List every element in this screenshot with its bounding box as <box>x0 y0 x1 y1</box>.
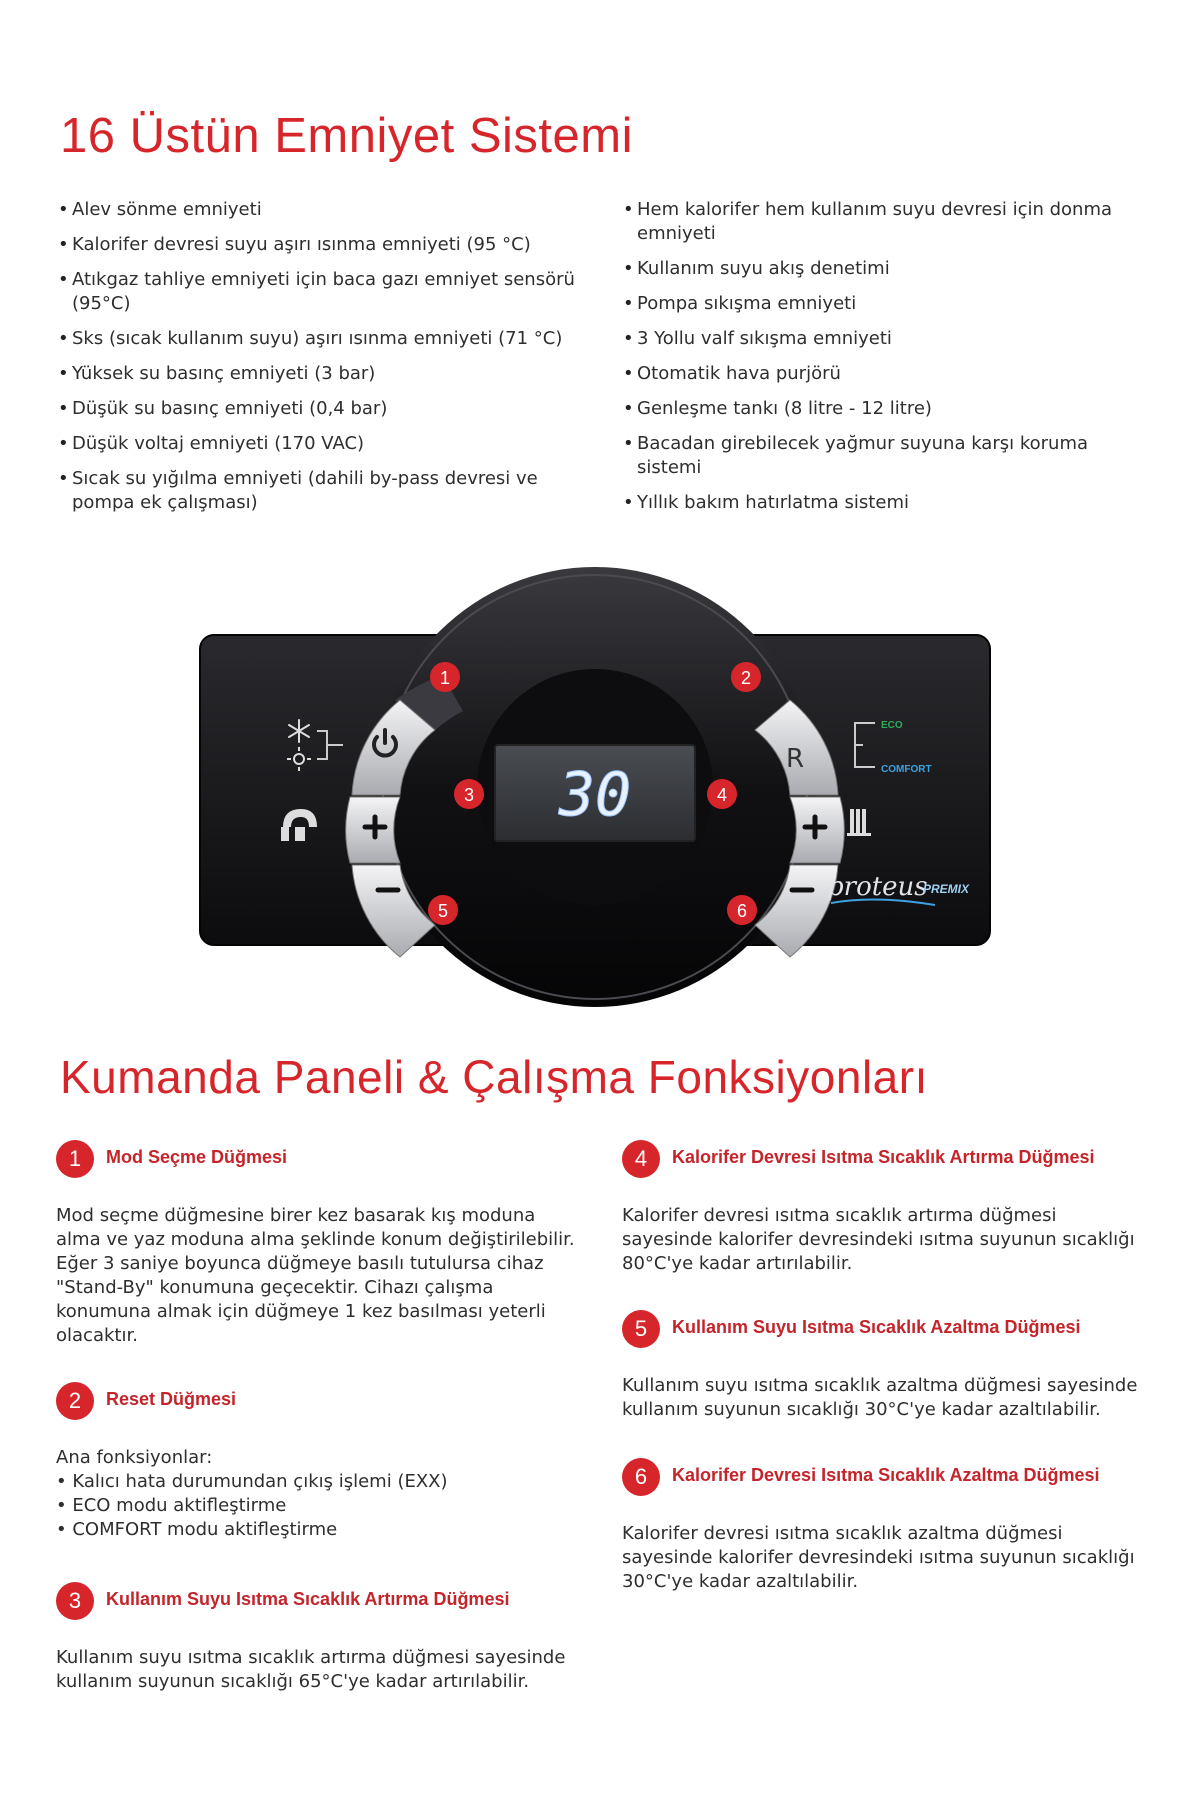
function-description: Mod seçme düğmesine birer kez basarak kış moduna alma ve yaz moduna alma şeklinde konum değiştirilebilir. Eğer 3 saniye boyunca düğmeye basılı tutulursa cihaz "Stand-By" konumuna geçecektir. Cihazı çalışma konumuna almak için düğmeye 1 kez basılması yeterli olacaktır. <box>56 1205 575 1346</box>
function-title: Kullanım Suyu Isıtma Sıcaklık Azaltma Düğmesi <box>672 1317 1081 1337</box>
number-badge: 1 <box>56 1140 94 1178</box>
safety-list-right <box>623 198 1143 526</box>
function-block-6 <box>622 1458 1142 1594</box>
list-item: • COMFORT modu aktifleştirme <box>56 1518 576 1542</box>
eco-label: ECO <box>881 720 903 731</box>
brand-logo: proteus <box>827 872 928 902</box>
list-item: • Atıkgaz tahliye emniyeti için baca gazı emniyet sensörü (95°C) <box>58 268 578 316</box>
list-item: • Kalorifer devresi suyu aşırı ısınma emniyeti (95 °C) <box>58 233 578 257</box>
list-item: • Bacadan girebilecek yağmur suyuna karşı koruma sistemi <box>623 432 1143 480</box>
function-intro: Ana fonksiyonlar: <box>56 1447 213 1468</box>
function-title: Reset Düğmesi <box>106 1389 237 1409</box>
display-value: 30 <box>558 760 632 830</box>
badge-1 <box>430 662 460 692</box>
reset-letter: R <box>785 744 805 774</box>
list-item: • Sks (sıcak kullanım suyu) aşırı ısınma emniyeti (71 °C) <box>58 327 578 351</box>
badge-4 <box>707 779 737 809</box>
svg-text:1: 1 <box>439 668 451 688</box>
list-item: • Yıllık bakım hatırlatma sistemi <box>623 491 1143 515</box>
function-title: Mod Seçme Düğmesi <box>106 1147 288 1167</box>
function-description: Kalorifer devresi ısıtma sıcaklık artırma düğmesi sayesinde kalorifer devresindeki ısıtma suyunun sıcaklığı 80°C'ye kadar artırılabilir. <box>622 1205 1135 1274</box>
number-badge: 5 <box>622 1310 660 1348</box>
function-description: Kalorifer devresi ısıtma sıcaklık azaltma düğmesi sayesinde kalorifer devresindeki ısıtma suyunun sıcaklığı 30°C'ye kadar azaltılabilir. <box>622 1523 1135 1592</box>
svg-text:5: 5 <box>437 901 449 921</box>
svg-text:3: 3 <box>463 785 475 805</box>
brand-sub-logo: PREMIX <box>923 882 970 896</box>
function-block-4 <box>622 1140 1142 1276</box>
function-block-3 <box>56 1582 576 1694</box>
list-item: • Kullanım suyu akış denetimi <box>623 257 1143 281</box>
list-item: • Genleşme tankı (8 litre - 12 litre) <box>623 397 1143 421</box>
list-item: • 3 Yollu valf sıkışma emniyeti <box>623 327 1143 351</box>
list-item: • Hem kalorifer hem kullanım suyu devresi için donma emniyeti <box>623 198 1143 246</box>
function-list <box>56 1470 576 1542</box>
number-badge: 3 <box>56 1582 94 1620</box>
svg-text:6: 6 <box>736 901 748 921</box>
function-description: Kullanım suyu ısıtma sıcaklık azaltma düğmesi sayesinde kullanım suyunun sıcaklığı 30°C'ye kadar azaltılabilir. <box>622 1375 1138 1420</box>
number-badge: 6 <box>622 1458 660 1496</box>
control-panel-graphic <box>195 565 995 1025</box>
list-item: • Pompa sıkışma emniyeti <box>623 292 1143 316</box>
function-block-2 <box>56 1382 576 1542</box>
section-title-safety: 16 Üstün Emniyet Sistemi <box>60 109 633 163</box>
list-item: • Otomatik hava purjörü <box>623 362 1143 386</box>
function-description: Kullanım suyu ısıtma sıcaklık artırma düğmesi sayesinde kullanım suyunun sıcaklığı 65°C'ye kadar artırılabilir. <box>56 1647 566 1692</box>
list-item: • Alev sönme emniyeti <box>58 198 578 222</box>
function-title: Kalorifer Devresi Isıtma Sıcaklık Artırma Düğmesi <box>672 1147 1095 1167</box>
badge-6 <box>727 895 757 925</box>
svg-text:2: 2 <box>740 668 752 688</box>
badge-3 <box>454 779 484 809</box>
function-block-5 <box>622 1310 1142 1422</box>
comfort-label: COMFORT <box>881 764 932 775</box>
list-item: • Yüksek su basınç emniyeti (3 bar) <box>58 362 578 386</box>
list-item: • ECO modu aktifleştirme <box>56 1494 576 1518</box>
badge-2 <box>731 662 761 692</box>
badge-5 <box>428 895 458 925</box>
list-item: • Düşük su basınç emniyeti (0,4 bar) <box>58 397 578 421</box>
list-item: • Sıcak su yığılma emniyeti (dahili by-pass devresi ve pompa ek çalışması) <box>58 467 578 515</box>
function-title: Kullanım Suyu Isıtma Sıcaklık Artırma Düğmesi <box>106 1589 510 1609</box>
function-description <box>56 1446 576 1542</box>
function-title: Kalorifer Devresi Isıtma Sıcaklık Azaltma Düğmesi <box>672 1465 1100 1485</box>
number-badge: 2 <box>56 1382 94 1420</box>
number-badge: 4 <box>622 1140 660 1178</box>
function-block-1 <box>56 1140 576 1348</box>
svg-text:4: 4 <box>716 785 728 805</box>
section-title-control-panel: Kumanda Paneli & Çalışma Fonksiyonları <box>60 1051 928 1103</box>
safety-list-left <box>58 198 578 526</box>
control-panel-illustration <box>195 565 995 1025</box>
list-item: • Düşük voltaj emniyeti (170 VAC) <box>58 432 578 456</box>
list-item: • Kalıcı hata durumundan çıkış işlemi (EXX) <box>56 1470 576 1494</box>
